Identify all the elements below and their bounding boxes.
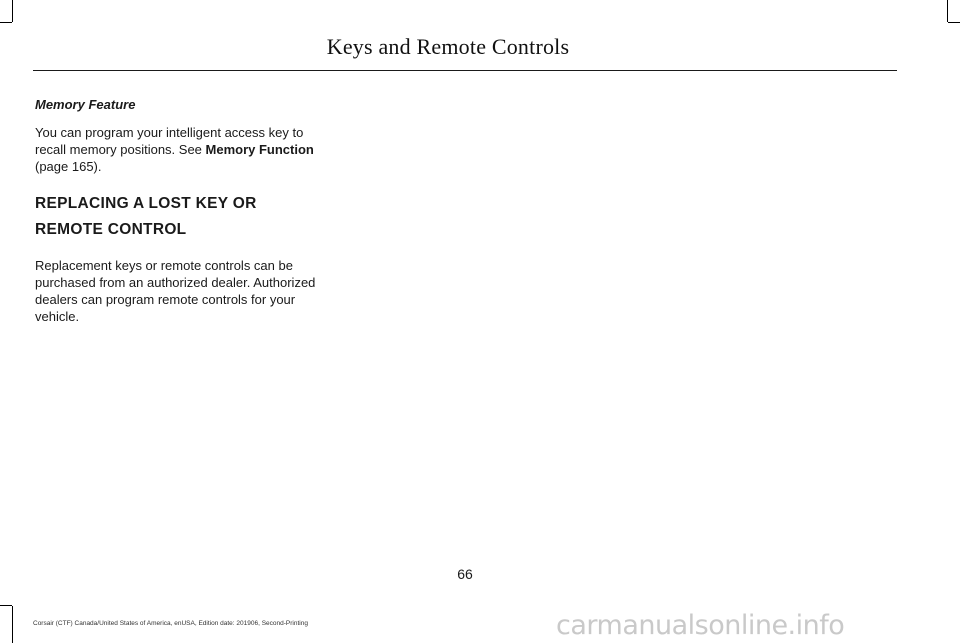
replacing-paragraph: Replacement keys or remote controls can be purchased from an authorized dealer. Authorized dealers can program remote controls for your vehicle. (35, 258, 316, 324)
replacing-section-heading (35, 191, 320, 243)
memory-feature-paragraph (35, 124, 320, 175)
crop-mark-top-left-horizontal (0, 22, 12, 23)
memory-feature-page-ref: (page 165). (35, 159, 102, 174)
replacing-heading-line2: REMOTE CONTROL (35, 221, 187, 238)
memory-feature-text: You can program your intelligent access key to recall memory positions. See (35, 125, 304, 157)
crop-mark-top-left-vertical (12, 0, 13, 22)
crop-mark-bottom-left-vertical (12, 606, 13, 643)
watermark: carmanualsonline.info (556, 610, 845, 641)
memory-feature-heading: Memory Feature (35, 97, 136, 112)
edition-footer: Corsair (CTF) Canada/United States of America, enUSA, Edition date: 201906, Second-Printing (33, 620, 308, 627)
header-rule (33, 70, 897, 71)
replacing-heading-line1: REPLACING A LOST KEY OR (35, 195, 257, 212)
page-number: 66 (457, 566, 473, 582)
crop-mark-bottom-left-horizontal (0, 605, 12, 606)
crop-mark-top-right-horizontal (948, 22, 960, 23)
memory-function-link[interactable]: Memory Function (205, 142, 314, 157)
main-content (35, 96, 320, 325)
crop-mark-top-right-vertical (947, 0, 948, 22)
page-header-title: Keys and Remote Controls (326, 34, 570, 59)
